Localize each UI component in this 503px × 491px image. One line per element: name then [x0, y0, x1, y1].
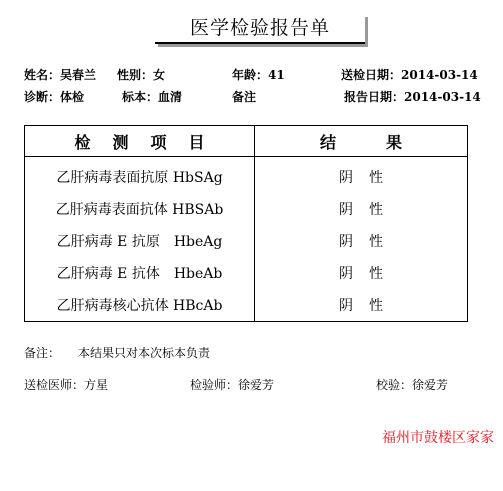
specimen: 标本：血清: [122, 90, 183, 104]
table-row: [25, 157, 468, 194]
sent-date: 送检日期：2014-03-14: [341, 68, 478, 82]
row-result: 阴性: [255, 157, 468, 194]
patient-sex: 性别：女: [117, 68, 166, 82]
row-item: 乙肝病毒表面抗原 HbSAg: [25, 157, 255, 194]
sender-doctor: 送检医师：方星: [24, 378, 109, 392]
header-result: 结果: [255, 126, 468, 157]
row-item: 乙肝病毒 E 抗体 HbeAb: [25, 257, 255, 289]
hospital-name: 福州市鼓楼区家家: [382, 430, 494, 446]
table-row: [25, 257, 468, 289]
remark-label: 备注: [232, 90, 257, 104]
table-row: [25, 225, 468, 257]
table-row: [25, 193, 468, 225]
row-item: 乙肝病毒核心抗体 HBcAb: [25, 289, 255, 322]
footer-note: 备注： 本结果只对本次标本负责: [24, 346, 211, 360]
report-title: 医学检验报告单: [189, 17, 330, 39]
row-item: 乙肝病毒表面抗体 HBSAb: [25, 193, 255, 225]
row-result: 阴性: [255, 193, 468, 225]
diagnosis: 诊断：体检: [24, 90, 85, 104]
patient-age: 年龄：41: [232, 68, 285, 82]
row-result: 阴性: [255, 257, 468, 289]
report-title-box: [155, 14, 365, 44]
table-row: [25, 289, 468, 322]
header-item: 检测项目: [25, 126, 255, 157]
checker: 校验：徐爱芳: [376, 378, 449, 392]
results-table: [24, 125, 468, 322]
table-header-row: [25, 126, 468, 157]
row-result: 阴性: [255, 289, 468, 322]
row-item: 乙肝病毒 E 抗原 HbeAg: [25, 225, 255, 257]
tester: 检验师：徐爱芳: [190, 378, 275, 392]
patient-name: 姓名：吴春兰: [24, 68, 97, 82]
report-date: 报告日期：2014-03-14: [344, 90, 481, 104]
row-result: 阴性: [255, 225, 468, 257]
